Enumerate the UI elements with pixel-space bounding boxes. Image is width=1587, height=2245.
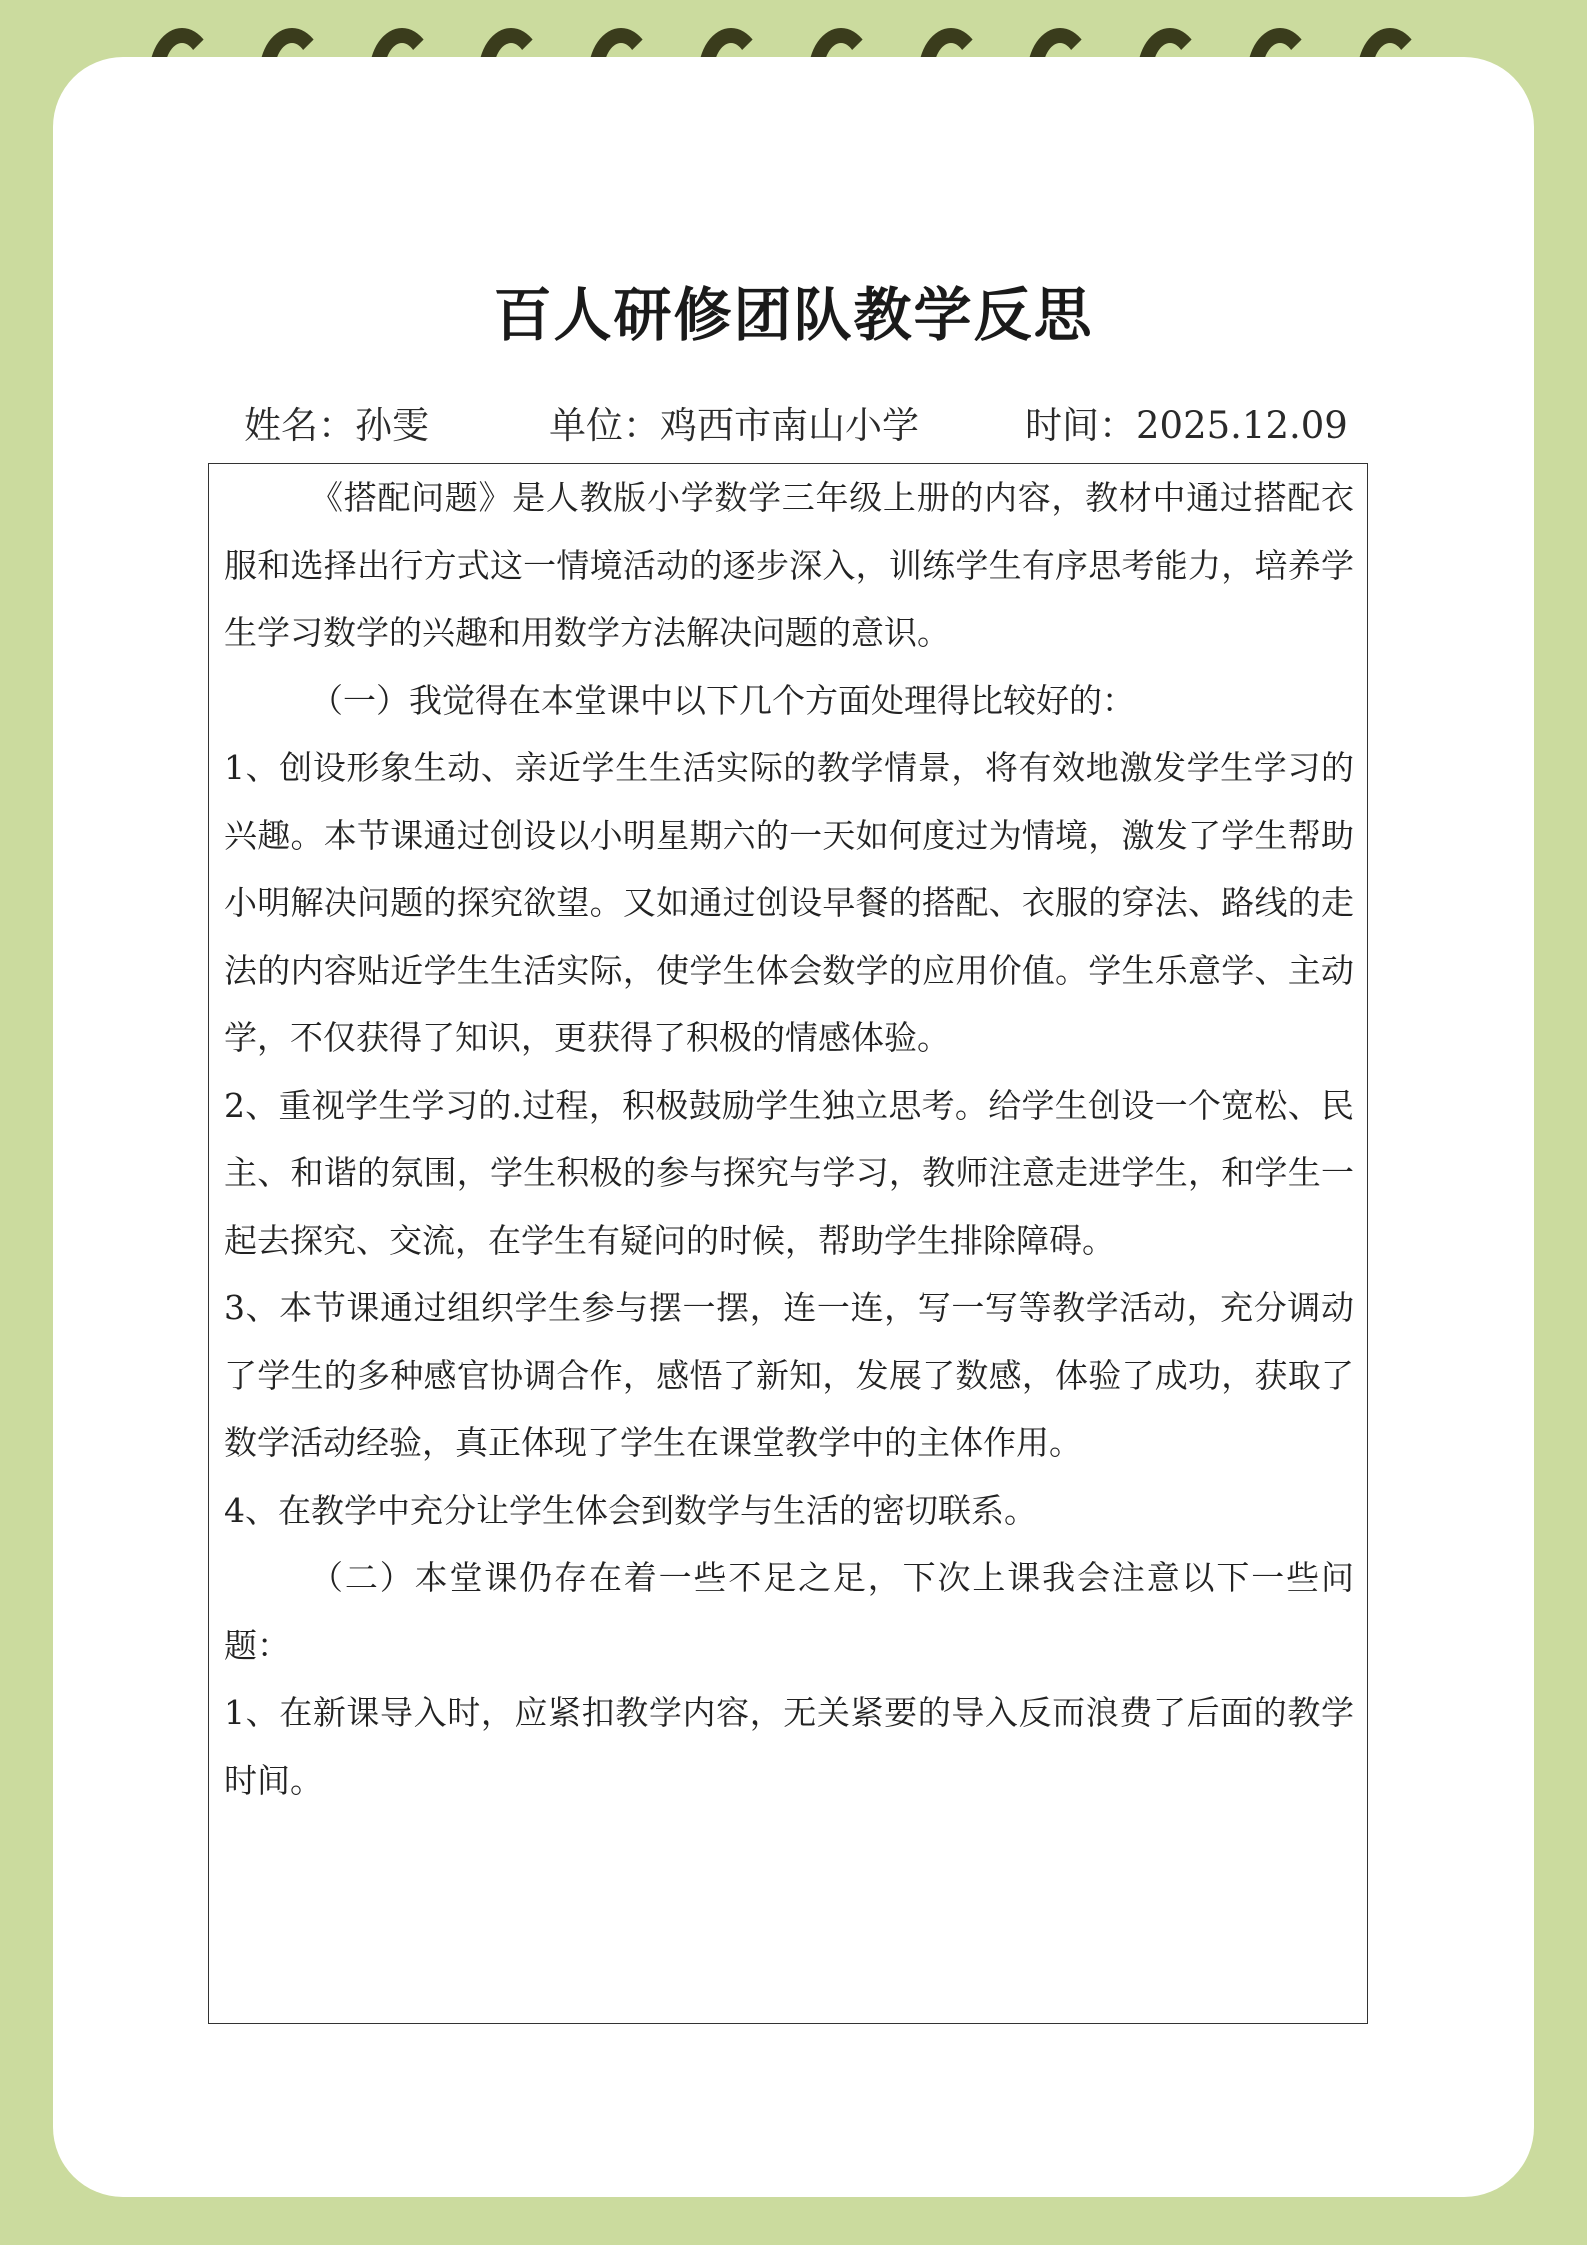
strength-point-4: 4、在教学中充分让学生体会到数学与生活的密切联系。 — [224, 1490, 1037, 1530]
improvement-point-1: 1、在新课导入时，应紧扣教学内容，无关紧要的导入反而浪费了后面的教学时间。 — [224, 1693, 1354, 1800]
document-date: 时间：2025.12.09 — [1025, 404, 1348, 447]
section-one-heading: （一）我觉得在本堂课中以下几个方面处理得比较好的： — [310, 680, 1135, 720]
strength-point-2: 2、重视学生学习的.过程，积极鼓励学生独立思考。给学生创设一个宽松、民主、和谐的氛围，学生积极的参与探究与学习，教师注意走进学生，和学生一起去探究、交流，在学生有疑问的时候，帮助学生排除障碍。 — [224, 1085, 1354, 1260]
strength-point-1: 1、创设形象生动、亲近学生生活实际的教学情景，将有效地激发学生学习的兴趣。本节课通过创设以小明星期六的一天如何度过为情境，激发了学生帮助小明解决问题的探究欲望。又如通过创设早餐的搭配、衣服的穿法、路线的走法的内容贴近学生生活实际，使学生体会数学的应用价值。学生乐意学、主动学，不仅获得了知识，更获得了积极的情感体验。 — [224, 748, 1354, 1057]
reflection-content-box — [208, 463, 1368, 2024]
intro-paragraph: 《搭配问题》是人教版小学数学三年级上册的内容，教材中通过搭配衣服和选择出行方式这一情境活动的逐步深入，训练学生有序思考能力，培养学生学习数学的兴趣和用数学方法解决问题的意识。 — [224, 478, 1354, 652]
strength-point-3: 3、本节课通过组织学生参与摆一摆，连一连，写一写等教学活动，充分调动了学生的多种感官协调合作，感悟了新知，发展了数感，体验了成功，获取了数学活动经验，真正体现了学生在课堂教学中的主体作用。 — [224, 1288, 1354, 1462]
section-two-heading: （二）本堂课仍存在着一些不足之足，下次上课我会注意以下一些问题： — [224, 1558, 1354, 1665]
author-info-row — [0, 395, 1587, 445]
author-unit: 单位：鸡西市南山小学 — [549, 404, 919, 447]
page-title: 百人研修团队教学反思 — [493, 281, 1094, 349]
author-name: 姓名：孙雯 — [244, 404, 429, 447]
